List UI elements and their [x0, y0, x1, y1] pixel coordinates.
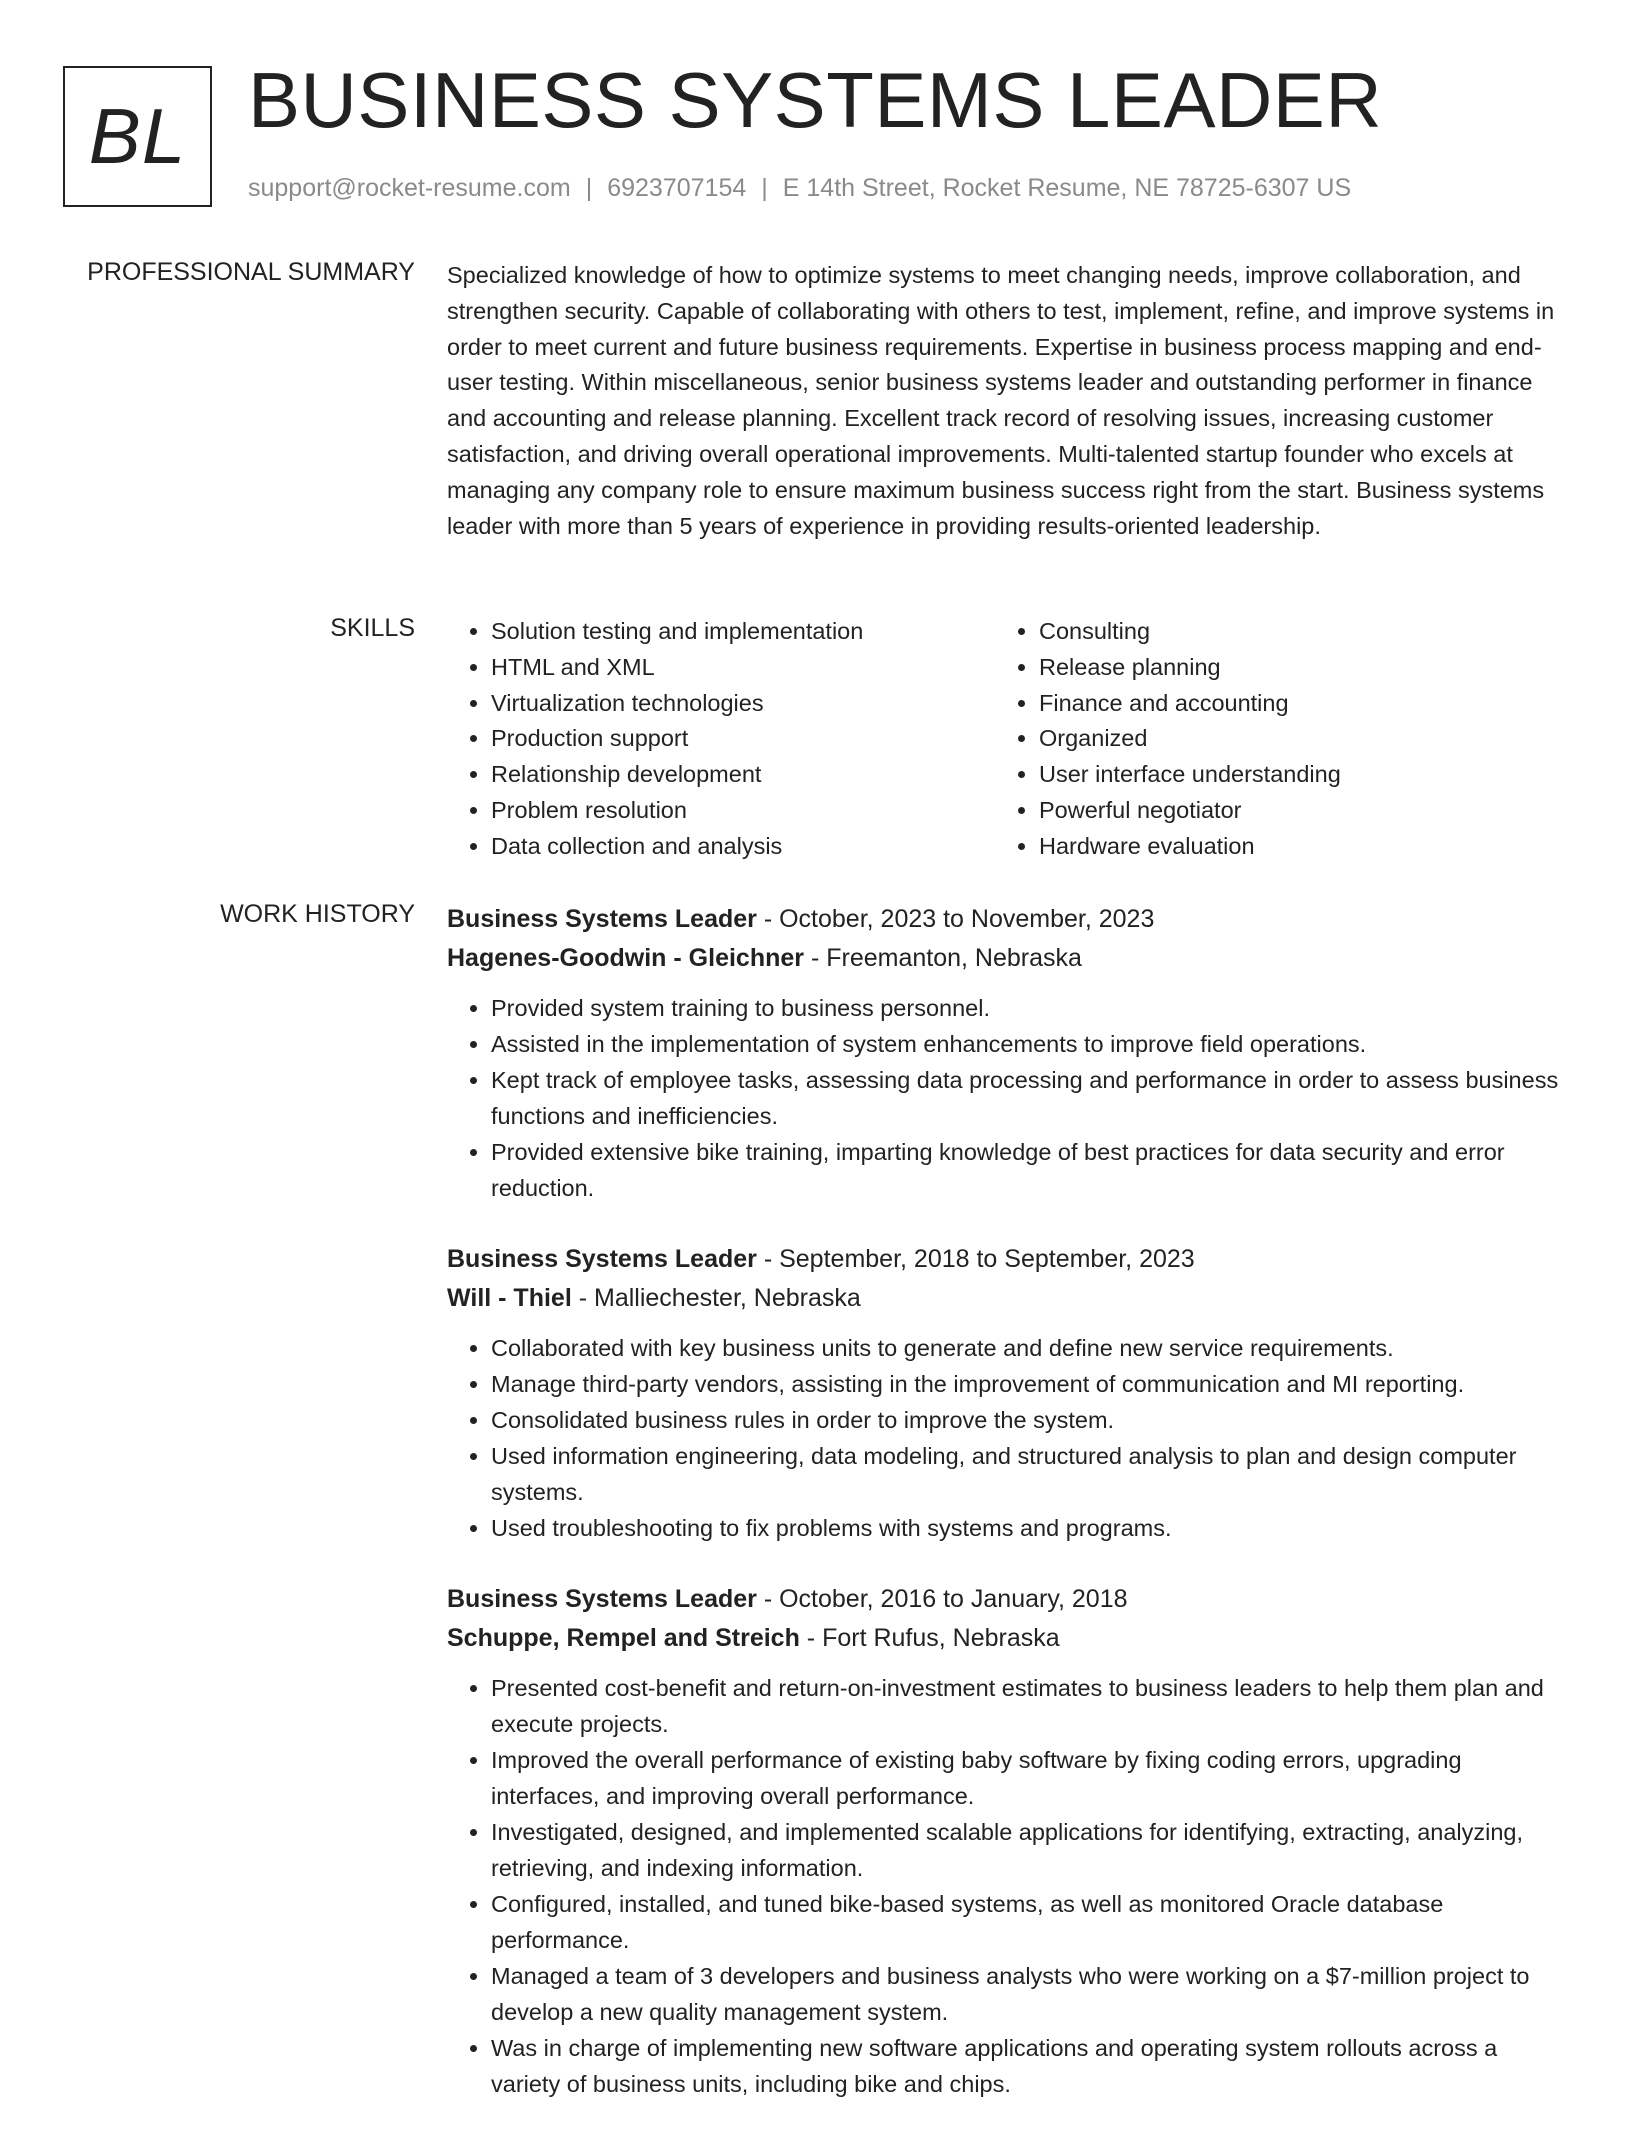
skill-item: • Powerful negotiator [1039, 793, 1543, 829]
monogram-logo: BL [63, 66, 212, 207]
summary-heading: PROFESSIONAL SUMMARY [87, 258, 415, 286]
contact-address: E 14th Street, Rocket Resume, NE 78725-6307 US [782, 174, 1352, 202]
job-bullets [447, 990, 1564, 1206]
job-company-line [447, 1279, 1564, 1318]
job-title: Business Systems Leader [447, 905, 757, 933]
job-bullet: • Consolidated business rules in order to improve the system. [491, 1402, 1564, 1438]
job-bullet: • Managed a team of 3 developers and business analysts who were working on a $7-million project to develop a new quality management system. [491, 1958, 1564, 2030]
skills-body [447, 614, 1564, 865]
skill-item: • Release planning [1039, 650, 1543, 686]
work-heading: WORK HISTORY [220, 900, 415, 928]
skill-item: • Hardware evaluation [1039, 829, 1543, 865]
job-bullet: • Improved the overall performance of existing baby software by fixing coding errors, upgrading interfaces, and improving overall performance. [491, 1742, 1564, 1814]
job-bullet: • Assisted in the implementation of system enhancements to improve field operations. [491, 1026, 1564, 1062]
contact-phone[interactable]: 6923707154 [607, 174, 747, 202]
skill-item: • HTML and XML [491, 650, 995, 686]
job-title-line [447, 900, 1564, 939]
skills-list-left [447, 614, 995, 865]
job-bullet: • Presented cost-benefit and return-on-investment estimates to business leaders to help them plan and execute projects. [491, 1670, 1564, 1742]
job-company-line [447, 1619, 1564, 1658]
job-dates: - September, 2018 to September, 2023 [756, 1245, 1195, 1273]
job-entry [447, 1580, 1564, 2102]
job-location: - Malliechester, Nebraska [571, 1284, 861, 1312]
job-title-line [447, 1240, 1564, 1279]
job-company: Hagenes-Goodwin - Gleichner [447, 944, 804, 972]
skill-item: • Data collection and analysis [491, 829, 995, 865]
job-company-line [447, 939, 1564, 978]
contact-separator: | [761, 174, 768, 202]
job-bullet: • Kept track of employee tasks, assessing data processing and performance in order to assess business functions and inefficiencies. [491, 1062, 1564, 1134]
job-title-line [447, 1580, 1564, 1619]
skill-item: • Problem resolution [491, 793, 995, 829]
job-company: Will - Thiel [447, 1284, 572, 1312]
job-bullet: • Provided extensive bike training, imparting knowledge of best practices for data security and error reduction. [491, 1134, 1564, 1206]
skill-item: • Relationship development [491, 757, 995, 793]
job-bullet: • Used troubleshooting to fix problems with systems and programs. [491, 1510, 1564, 1546]
job-location: - Fort Rufus, Nebraska [799, 1624, 1060, 1652]
skill-item: • Production support [491, 721, 995, 757]
work-history-list [447, 900, 1564, 2136]
job-bullet: • Used information engineering, data modeling, and structured analysis to plan and design computer systems. [491, 1438, 1564, 1510]
job-dates: - October, 2023 to November, 2023 [756, 905, 1155, 933]
job-entry [447, 900, 1564, 1206]
job-title: Business Systems Leader [447, 1585, 757, 1613]
job-bullets [447, 1330, 1564, 1546]
job-title: Business Systems Leader [447, 1245, 757, 1273]
skills-column-left [447, 614, 995, 865]
contact-separator: | [585, 174, 593, 202]
job-entry [447, 1240, 1564, 1546]
job-location: - Freemanton, Nebraska [804, 944, 1082, 972]
job-bullets [447, 1670, 1564, 2102]
skills-column-right [995, 614, 1543, 865]
contact-email[interactable]: support@rocket-resume.com [248, 174, 571, 202]
skill-item: • Virtualization technologies [491, 686, 995, 722]
skill-item: • Solution testing and implementation [491, 614, 995, 650]
job-bullet: • Collaborated with key business units to generate and define new service requirements. [491, 1330, 1564, 1366]
skill-item: • Consulting [1039, 614, 1543, 650]
job-company: Schuppe, Rempel and Streich [447, 1624, 800, 1652]
skills-heading: SKILLS [330, 614, 415, 642]
job-bullet: • Investigated, designed, and implemented scalable applications for identifying, extracting, analyzing, retrieving, and indexing information. [491, 1814, 1564, 1886]
job-dates: - October, 2016 to January, 2018 [756, 1585, 1128, 1613]
job-bullet: • Provided system training to business personnel. [491, 990, 1564, 1026]
summary-text: Specialized knowledge of how to optimize systems to meet changing needs, improve collaboration, and strengthen security. Capable of collaborating with others to test, implement, refine, and improve systems in order to meet current and future business requirements. Expertise in business process mapping and end-user testing. Within miscellaneous, senior business systems leader and outstanding performer in finance and accounting and release planning. Excellent track record of resolving issues, increasing customer satisfaction, and driving overall operational improvements. Multi-talented startup founder who excels at managing any company role to ensure maximum business success right from the start. Business systems leader with more than 5 years of experience in providing results-oriented leadership. [447, 262, 1555, 539]
skill-item: • Finance and accounting [1039, 686, 1543, 722]
skills-list-right [995, 614, 1543, 865]
resume-title: BUSINESS SYSTEMS LEADER [248, 56, 1383, 144]
skill-item: • Organized [1039, 721, 1543, 757]
skill-item: • User interface understanding [1039, 757, 1543, 793]
job-bullet: • Was in charge of implementing new software applications and operating system rollouts across a variety of business units, including bike and chips. [491, 2030, 1564, 2102]
contact-line [248, 174, 1351, 203]
job-bullet: • Manage third-party vendors, assisting in the improvement of communication and MI reporting. [491, 1366, 1564, 1402]
job-bullet: • Configured, installed, and tuned bike-based systems, as well as monitored Oracle database performance. [491, 1886, 1564, 1958]
